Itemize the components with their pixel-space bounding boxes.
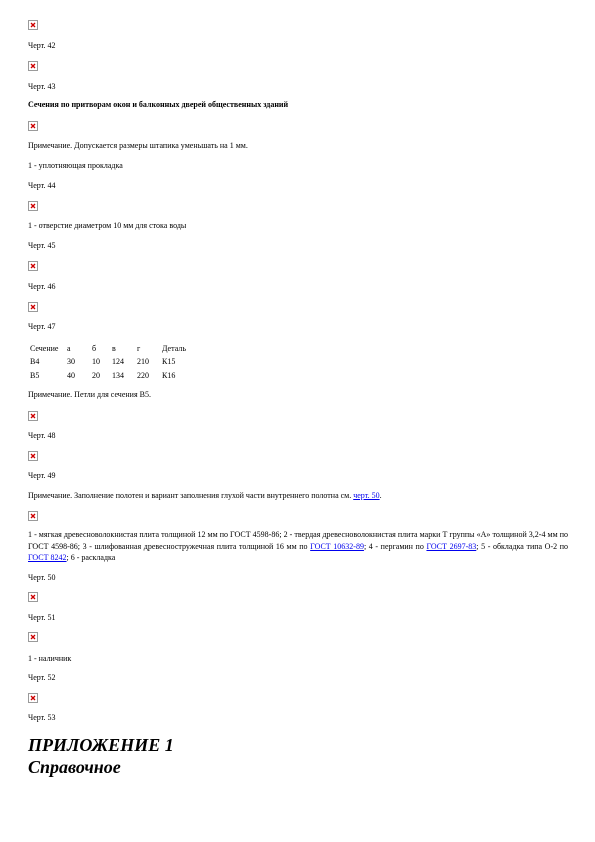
figure-caption: Черт. 52 bbox=[28, 673, 56, 682]
legend-text: 1 - отверстие диаметром 10 мм для стока воды bbox=[28, 221, 187, 230]
table-header-cell: Деталь bbox=[162, 343, 186, 353]
figure-caption: Черт. 45 bbox=[28, 241, 56, 250]
figure-caption: Черт. 50 bbox=[28, 573, 56, 582]
legend-text: 1 - уплотняющая прокладка bbox=[28, 161, 123, 170]
figure-caption: Черт. 47 bbox=[28, 322, 56, 331]
appendix-title: ПРИЛОЖЕНИЕ 1 bbox=[28, 735, 174, 755]
table-cell: 134 bbox=[112, 370, 124, 380]
table-header-cell: Сечение bbox=[30, 343, 59, 353]
broken-image-icon bbox=[28, 592, 38, 602]
figure-caption: Черт. 49 bbox=[28, 471, 56, 480]
table-cell: 20 bbox=[92, 370, 100, 380]
broken-image-icon bbox=[28, 61, 38, 71]
figure-caption: Черт. 44 bbox=[28, 181, 56, 190]
note-text bbox=[28, 491, 382, 501]
legend-text: 1 - мягкая древесноволокнистая плита толщиной 12 мм по ГОСТ 4598-86; 2 - твердая древесноволокнистая плита марки Т группы «А» толщиной 3,2-4 мм по ГОСТ 4598-86; 3 - шлифованная древесностружечная плита толщиной 16 мм по bbox=[28, 530, 568, 551]
figure-caption: Черт. 43 bbox=[28, 82, 56, 91]
section-title: Сечения по притворам окон и балконных дверей общественных зданий bbox=[28, 100, 289, 109]
figure-caption: Черт. 48 bbox=[28, 431, 56, 440]
figure-link[interactable]: черт. 50 bbox=[353, 491, 380, 500]
broken-image-icon bbox=[28, 451, 38, 461]
broken-image-icon bbox=[28, 302, 38, 312]
note-text: Примечание. Петли для сечения В5. bbox=[28, 390, 151, 399]
standard-link[interactable]: ГОСТ 2697-83 bbox=[426, 541, 477, 551]
broken-image-icon bbox=[28, 201, 38, 211]
figure-caption: Черт. 53 bbox=[28, 713, 56, 722]
table-cell: К16 bbox=[162, 370, 176, 380]
legend-text: ; 5 - обкладка типа О-2 по bbox=[476, 541, 568, 551]
figure-caption: Черт. 51 bbox=[28, 613, 56, 622]
table-cell: В4 bbox=[30, 357, 40, 367]
note-text-end: . bbox=[379, 491, 382, 500]
table-header-row bbox=[30, 342, 230, 356]
legend-text: ; 6 - раскладка bbox=[66, 553, 116, 562]
legend-text: ; 4 - пергамин по bbox=[363, 541, 427, 551]
figure-caption: Черт. 42 bbox=[28, 41, 56, 50]
note-text: Примечание. Допускается размеры штапика уменьшать на 1 мм. bbox=[28, 141, 248, 150]
legend-text: 1 - наличник bbox=[28, 654, 72, 663]
broken-image-icon bbox=[28, 693, 38, 703]
table-cell: 10 bbox=[92, 357, 100, 367]
broken-image-icon bbox=[28, 511, 38, 521]
table-cell: 124 bbox=[112, 357, 124, 367]
broken-image-icon bbox=[28, 261, 38, 271]
table-cell: 210 bbox=[137, 357, 149, 367]
note-text-body: Примечание. Заполнение полотен и вариант заполнения глухой части внутреннего полотна см. bbox=[28, 491, 354, 500]
standard-link[interactable]: ГОСТ 8242 bbox=[28, 553, 67, 562]
table-header-cell: а bbox=[67, 343, 71, 353]
figure-caption: Черт. 46 bbox=[28, 282, 56, 291]
table-header-cell: г bbox=[137, 343, 141, 353]
table-row bbox=[30, 356, 230, 370]
table-cell: 30 bbox=[67, 357, 75, 367]
standard-link[interactable]: ГОСТ 10632-89 bbox=[310, 541, 364, 551]
broken-image-icon bbox=[28, 632, 38, 642]
table-cell: К15 bbox=[162, 357, 176, 367]
table-header-cell: б bbox=[92, 343, 97, 353]
table-row bbox=[30, 369, 230, 383]
table-cell: 220 bbox=[137, 370, 149, 380]
broken-image-icon bbox=[28, 411, 38, 421]
broken-image-icon bbox=[28, 121, 38, 131]
appendix-subtitle: Справочное bbox=[28, 757, 121, 777]
broken-image-icon bbox=[28, 20, 38, 30]
table-cell: 40 bbox=[67, 370, 75, 380]
table-cell: В5 bbox=[30, 370, 40, 380]
dimensions-table bbox=[30, 342, 230, 383]
table-header-cell: в bbox=[112, 343, 116, 353]
legend-paragraph bbox=[28, 529, 568, 564]
